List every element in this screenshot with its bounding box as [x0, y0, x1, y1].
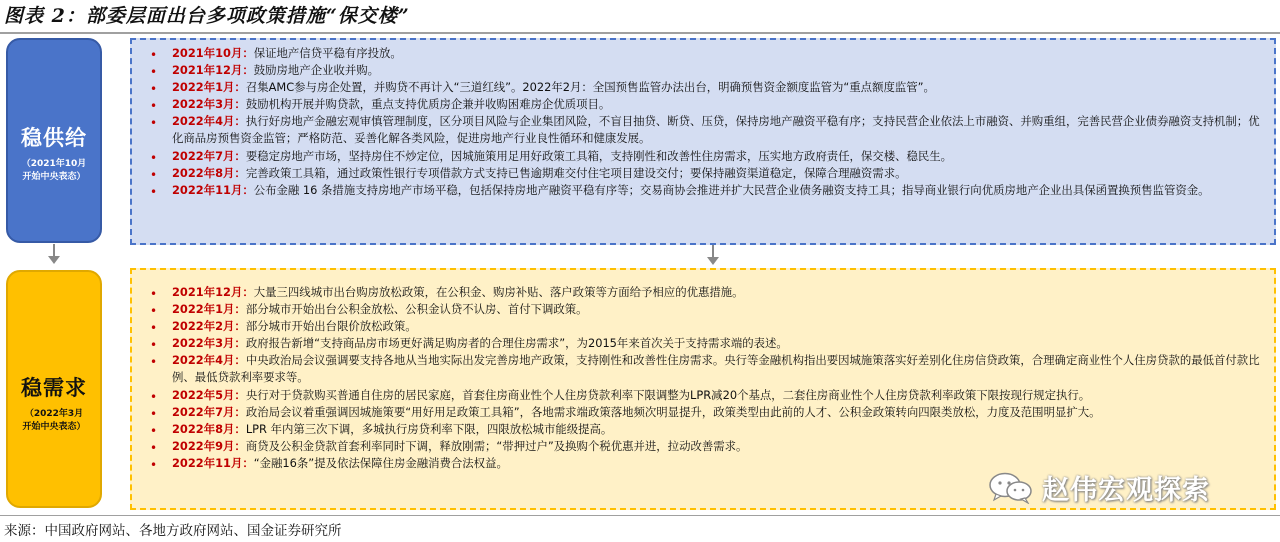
item-text: 鼓励机构开展并购贷款，重点支持优质房企兼并收购困难房企优质项目。 — [245, 97, 611, 111]
item-text: 保证地产信贷平稳有序投放。 — [253, 46, 402, 60]
wechat-icon — [988, 472, 1034, 504]
demand-label: 稳需求 — [21, 375, 87, 400]
source-note: 来源：中国政府网站、各地方政府网站、国金证券研究所 — [4, 523, 342, 539]
bullet-icon: • — [150, 168, 158, 182]
supply-item — [142, 62, 1264, 79]
item-date: 2022年4月： — [172, 353, 246, 367]
bullet-icon: • — [150, 82, 158, 96]
supply-sub2: 开始中央表态） — [22, 172, 86, 182]
item-date: 2022年4月： — [172, 114, 246, 128]
item-text: 部分城市开始出台限价放松政策。 — [245, 319, 417, 333]
bullet-icon: • — [150, 287, 158, 301]
left-arrow-head — [48, 256, 60, 264]
bullet-icon: • — [150, 441, 158, 455]
bullet-icon: • — [150, 116, 158, 130]
demand-label-pill — [6, 270, 102, 508]
demand-sub2: 开始中央表态） — [22, 422, 86, 432]
item-text: 政治局会议着重强调因城施策要“用好用足政策工具箱”，各地需求端政策落地频次明显提升，政策类型由此前的人才、公积金政策转向四限类放松，力度及范围明显扩大。 — [245, 405, 1101, 419]
item-date: 2022年2月： — [172, 319, 246, 333]
bullet-icon: • — [150, 458, 158, 472]
item-date: 2022年8月： — [172, 422, 246, 436]
supply-item — [142, 45, 1264, 62]
supply-sublabel — [8, 158, 100, 184]
item-text: 执行好房地产金融宏观审慎管理制度，区分项目风险与企业集团风险，不盲目抽贷、断贷、压贷，保持房地产融资平稳有序；支持民营企业依法上市融资、并购重组，完善民营企业债券融资支持机制；优化商品房预售资金监管；严格防范、妥善化解各类风险，促进房地产行业良性循环和健康发展。 — [172, 114, 1260, 145]
center-arrow-head — [707, 257, 719, 265]
demand-item — [142, 335, 1264, 352]
demand-sublabel — [8, 408, 100, 434]
item-text: 部分城市开始出台公积金放松、公积金认贷不认房、首付下调政策。 — [245, 302, 588, 316]
item-date: 2022年8月： — [172, 166, 246, 180]
supply-item — [142, 148, 1264, 165]
item-text: 大量三四线城市出台购房放松政策，在公积金、购房补贴、落户政策等方面给予相应的优惠措施。 — [253, 285, 744, 299]
item-date: 2022年7月： — [172, 149, 246, 163]
item-text: 完善政策工具箱，通过政策性银行专项借款方式支持已售逾期难交付住宅项目建设交付；要保持融资渠道稳定，保障合理融资需求。 — [245, 166, 907, 180]
supply-item — [142, 96, 1264, 113]
demand-item — [142, 404, 1264, 421]
item-text: 要稳定房地产市场，坚持房住不炒定位，因城施策用足用好政策工具箱，支持刚性和改善性住房需求，压实地方政府责任，保交楼、稳民生。 — [245, 149, 953, 163]
bullet-icon: • — [150, 338, 158, 352]
item-date: 2021年12月： — [172, 63, 254, 77]
watermark — [988, 468, 1210, 507]
supply-item — [142, 165, 1264, 182]
item-text: “金融16条”提及依法保障住房金融消费合法权益。 — [253, 456, 508, 470]
bullet-icon: • — [150, 424, 158, 438]
supply-item — [142, 113, 1264, 147]
bullet-icon: • — [150, 185, 158, 199]
bullet-icon: • — [150, 390, 158, 404]
bullet-icon: • — [150, 99, 158, 113]
item-text: 公布金融 16 条措施支持房地产市场平稳，包括保持房地产融资平稳有序等；交易商协会推进并扩大民营企业债务融资支持工具；指导商业银行向优质房地产企业出具保函置换预售监管资金。 — [253, 183, 1210, 197]
supply-label-pill — [6, 38, 102, 243]
demand-item — [142, 352, 1264, 386]
item-date: 2022年3月： — [172, 336, 246, 350]
item-date: 2021年12月： — [172, 285, 254, 299]
bullet-icon: • — [150, 304, 158, 318]
figure-title: 图表 2：部委层面出台多项政策措施“保交楼” — [4, 5, 410, 27]
supply-sub1: （2021年10月 — [21, 159, 87, 169]
item-date: 2022年9月： — [172, 439, 246, 453]
item-date: 2022年7月： — [172, 405, 246, 419]
bullet-icon: • — [150, 48, 158, 62]
item-date: 2022年5月： — [172, 388, 246, 402]
item-date: 2021年10月： — [172, 46, 254, 60]
item-text: 鼓励房地产企业收并购。 — [253, 63, 380, 77]
item-date: 2022年3月： — [172, 97, 246, 111]
item-date: 2022年11月： — [172, 456, 254, 470]
item-text: 政府报告新增“支持商品房市场更好满足购房者的合理住房需求”，为2015年来首次关于支持需求端的表述。 — [245, 336, 788, 350]
demand-item — [142, 387, 1264, 404]
item-text: 央行对于贷款购买普通自住房的居民家庭，首套住房商业性个人住房贷款利率下限调整为LPR减20个基点，二套住房商业性个人住房贷款利率政策下限按现行规定执行。 — [245, 388, 1091, 402]
bullet-icon: • — [150, 355, 158, 369]
supply-label: 稳供给 — [21, 125, 87, 150]
watermark-text: 赵伟宏观探索 — [1042, 475, 1210, 506]
bullet-icon: • — [150, 65, 158, 79]
supply-item — [142, 182, 1264, 199]
title-rule — [0, 32, 1280, 34]
item-text: 中央政治局会议强调要支持各地从当地实际出发完善房地产政策，支持刚性和改善性住房需求。央行等金融机构指出要因城施策落实好差别化住房信贷政策，合理确定商业性个人住房贷款的最低首付款比例、最低贷款利率要求等。 — [172, 353, 1260, 384]
demand-item — [142, 284, 1264, 301]
item-text: 召集AMC参与房企处置，并购贷不再计入“三道红线”。2022年2月：全国预售监管办法出台，明确预售资金额度监管为“重点额度监管”。 — [245, 80, 935, 94]
bullet-icon: • — [150, 321, 158, 335]
item-date: 2022年1月： — [172, 302, 246, 316]
bullet-icon: • — [150, 407, 158, 421]
supply-policy-box — [130, 38, 1276, 245]
item-date: 2022年11月： — [172, 183, 254, 197]
demand-sub1: （2022年3月 — [24, 409, 84, 419]
item-text: LPR 年内第三次下调，多城执行房贷利率下限，四限放松城市能级提高。 — [245, 422, 613, 436]
item-text: 商贷及公积金贷款首套利率同时下调，释放刚需；“带押过户”及换购个税优惠并进，拉动改善需求。 — [245, 439, 748, 453]
item-date: 2022年1月： — [172, 80, 246, 94]
source-rule — [0, 515, 1280, 516]
demand-item — [142, 318, 1264, 335]
demand-item — [142, 438, 1264, 455]
demand-item — [142, 421, 1264, 438]
demand-item — [142, 301, 1264, 318]
supply-item — [142, 79, 1264, 96]
bullet-icon: • — [150, 151, 158, 165]
